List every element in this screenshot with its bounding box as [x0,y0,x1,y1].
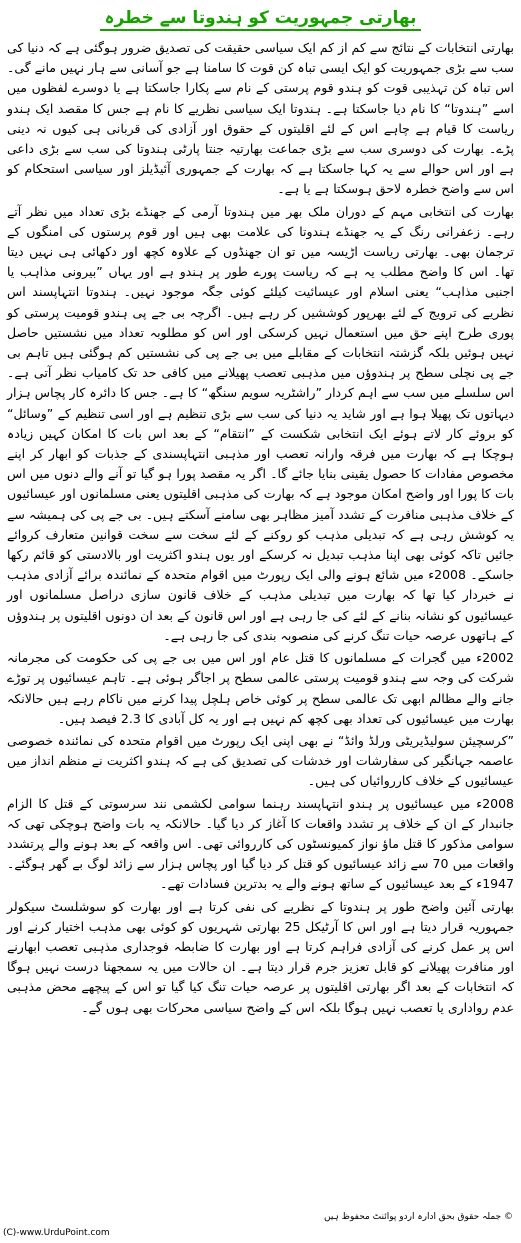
copyright-notice [8,1211,513,1224]
paragraph-4: ”کرسچیئن سولیڈیریٹی ورلڈ وائڈ“ نے بھی اپنی ایک رپورٹ میں اقوام متحدہ کی نمائندہ خصوصی عاصمہ جہانگیر کی سفارشات اور خدشات کی تصدیق کی ہے کہ ہندو اکثریت نے منظم انداز میں عیسائیوں کے خلاف کارروائیاں کی ہیں۔ [7,732,514,789]
copyright-symbol: © [504,1212,513,1222]
paragraph-5: 2008ء میں عیسائیوں پر ہندو انتہاپسند رہنما سوامی لکشمی نند سرسوتی کے قتل کا الزام جانبدار کے ان کے خلاف پر تشدد واقعات کا آغاز کر دیا گیا۔ حالانکہ یہ بات واضح ہوچکی تھی کہ سوامی مذکور کا قتل ماؤ نواز کمیونسٹوں کی کارروائی تھی۔ اس واقعہ کے بعد ہونے والے پرتشدد واقعات میں 70 سے زائد عیسائیوں کو قتل کر دیا گیا اور پچاس ہزار سے زائد لوگ بے گھر ہوگئے۔ 1947ء کے بعد عیسائیوں کے ساتھ ہونے والے یہ بدترین فسادات تھے۔ [7,795,514,892]
site-url: (C)-www.UrduPoint.com [3,1228,110,1238]
paragraph-6: بھارتی آئین واضح طور پر ہندوتا کے نظریے کی نفی کرتا ہے اور بھارت کو سوشلسٹ سیکولر جمہوریہ قرار دیتا ہے اور اس کا آرٹیکل 25 بھارتی شہریوں کو کوئی بھی مذہب اختیار کرنے اور اس پر عمل کرنے کی آزادی فراہم کرتا ہے اور بھارت کا ضابطہ فوجداری مذہبی تعصب ابھارنے اور منافرت پھیلانے کو قابل تعزیز جرم قرار دیتا ہے۔ ان حالات میں یہ سمجھنا درست نہیں ہوگا کہ انتخابات کے بعد اگر بھارتی اقلیتوں پر عرصہ حیات تنگ کیا گیا تو اس کے پیچھے محض مذہبی عدم رواداری یا تعصب نہیں ہوگا بلکہ اس کے واضح سیاسی محرکات بھی ہوں گے۔ [7,898,514,1015]
paragraph-3: 2002ء میں گجرات کے مسلمانوں کا قتل عام اور اس میں بی جے پی کی حکومت کی مجرمانہ شرکت کی وجہ سے ہندو قومیت پرستی عالمی سطح پر اجاگر ہوئی ہے۔ تاہم عیسائیوں پر توڑے جانے والے مظالم ابھی تک عالمی سطح پر کوئی خاص ہلچل پیدا کرنے میں ناکام رہے ہیں حالانکہ بھارت میں عیسائیوں کی تعداد بھی کچھ کم نہیں ہے اور یہ کل آبادی کا 2.3 فیصد ہیں۔ [7,650,514,726]
article-title [0,6,521,30]
paragraph-2: بھارت کی انتخابی مہم کے دوران ملک بھر میں ہندوتا آرمی کے جھنڈے بڑی تعداد میں نظر آتے رہے۔ زعفرانی رنگ کے یہ جھنڈے ہندوتا کی علامت بھی ہیں اور قوم پرستوں کی امنگوں کے ترجمان بھی۔ بھارتی ریاست اڑیسہ میں تو ان جھنڈوں کے علاوہ کچھ اور دکھائی ہی نہیں دیتا تھا۔ اس کا واضح مطلب یہ ہے کہ ریاست پورے طور پر ہندو ہے اور یہاں ”بیرونی مذاہب یا اجنبی مذاہب“ یعنی اسلام اور عیسائیت کیلئے کوئی جگہ موجود نہیں۔ ہندوتا انتہاپسند اس نظریے کی ترویج کے لئے بھرپور کوششیں کر رہے ہیں۔ اگرچہ بی جے پی ہندو قومیت پرستی کو پوری طرح اپنے حق میں استعمال نہیں کرسکی اور اس کو مطلوبہ تعداد میں نشستیں حاصل نہیں ہوئیں بلکہ گزشتہ انتخابات کے مقابلے میں بی جے پی کی نشستیں کم ہوگئی ہیں تاہم بی جے پی نچلی سطح پر ہندوؤں میں مذہبی تعصب پھیلانے میں کافی حد تک کامیاب نظر آتی ہے۔ اس سلسلے میں سب سے اہم کردار ”راشٹریہ سویم سنگھ“ کا ہے۔ جس کا دائرہ کار پچاس ہزار دیہاتوں تک پھیلا ہوا ہے اور شاید یہ دنیا کی سب سے بڑی تنظیم ہے اور اسی تنظیم کے ”وسائل“ کو بروئے کار لاتے ہوئے ایک انتخابی شکست کے ”انتقام“ کے بعد اس بات کا امکان کہیں زیادہ ہوچکا ہے کہ بھارت میں فرقہ وارانہ تعصب اور مذہبی انتہاپسندی کے جذبات کو ابھار کر اپنے مخصوص مفادات کا حصول یقینی بنایا جائے گا۔ اگر یہ مقصد پورا ہو گیا تو آنے والے دنوں میں اس بات کا پورا اور واضح امکان موجود ہے کہ بھارت کی مذہبی اقلیتوں یعنی مسلمانوں اور عیسائیوں کے خلاف مذہبی منافرت کے تشدد آمیز مظاہر بھی سامنے آسکتے ہیں۔ بی جے پی کی ہمیشہ سے یہ کوشش رہی ہے کہ تبدیلی مذہب کو روکنے کے لئے سخت سے سخت قوانین متعارف کروائے جائیں تاکہ کوئی بھی اپنا مذہب تبدیل نہ کرسکے اور یوں ہندو اکثریت اور بالادستی کو قائم رکھا جاسکے۔ 2008ء میں شائع ہونے والی ایک رپورٹ میں اقوام متحدہ کے نمائندہ برائے آزادی مذہب نے خبردار کیا تھا کہ بھارت میں تبدیلی مذہب کے خلاف قانون سازی دراصل مسلمانوں اور عیسائیوں کو نشانہ بنانے کے لئے کی جا رہی ہے اور اس قانون کے بعد ان دونوں اقلیتوں پر ہندوؤں کے ہاتھوں عرصہ حیات تنگ کرنے کی منصوبہ بندی کی جا رہی ہے۔ [7,203,514,643]
paragraph-1: بھارتی انتخابات کے نتائج سے کم از کم ایک سیاسی حقیقت کی تصدیق ضرور ہوگئی ہے کہ دنیا کی سب سے بڑی جمہوریت کو ایک ایسی تباہ کن قوت کا سامنا ہے جو آسانی سے ہار نہیں مانے گی۔ اس تباہ کن تہذیبی قوت کو ہندو قوم پرستی کے نام سے پکارا جاسکتا ہے یا دوسرے لفظوں میں اسے ”ہندوتا“ کا نام دیا جاسکتا ہے۔ ہندوتا ایک سیاسی نظریے کا نام ہے جس کا مقصد ایک ہندو ریاست کا قیام ہے چاہے اس کے لئے اقلیتوں کے حقوق اور آزادی کی قربانی ہی کیوں نہ دینی پڑے۔ بھارت کی دوسری سب سے بڑی جماعت بھارتیہ جنتا پارٹی ہندوتا کی سب سے بڑی داعی ہے اور اس حوالے سے یہ کہا جاسکتا ہے کہ بھارت کے جمہوری آئیڈیلز اور سیاسی استحکام کو اس سے واضح خطرہ لاحق ہوسکتا ہے یا ہے۔ [7,40,514,197]
article-title-text: بھارتی جمہوریت کو ہندوتا سے خطرہ [100,8,420,31]
article-body [7,38,514,1020]
copyright-text: جملہ حقوق بحق ادارہ اردو پوائنٹ محفوظ ہیں [323,1212,502,1222]
